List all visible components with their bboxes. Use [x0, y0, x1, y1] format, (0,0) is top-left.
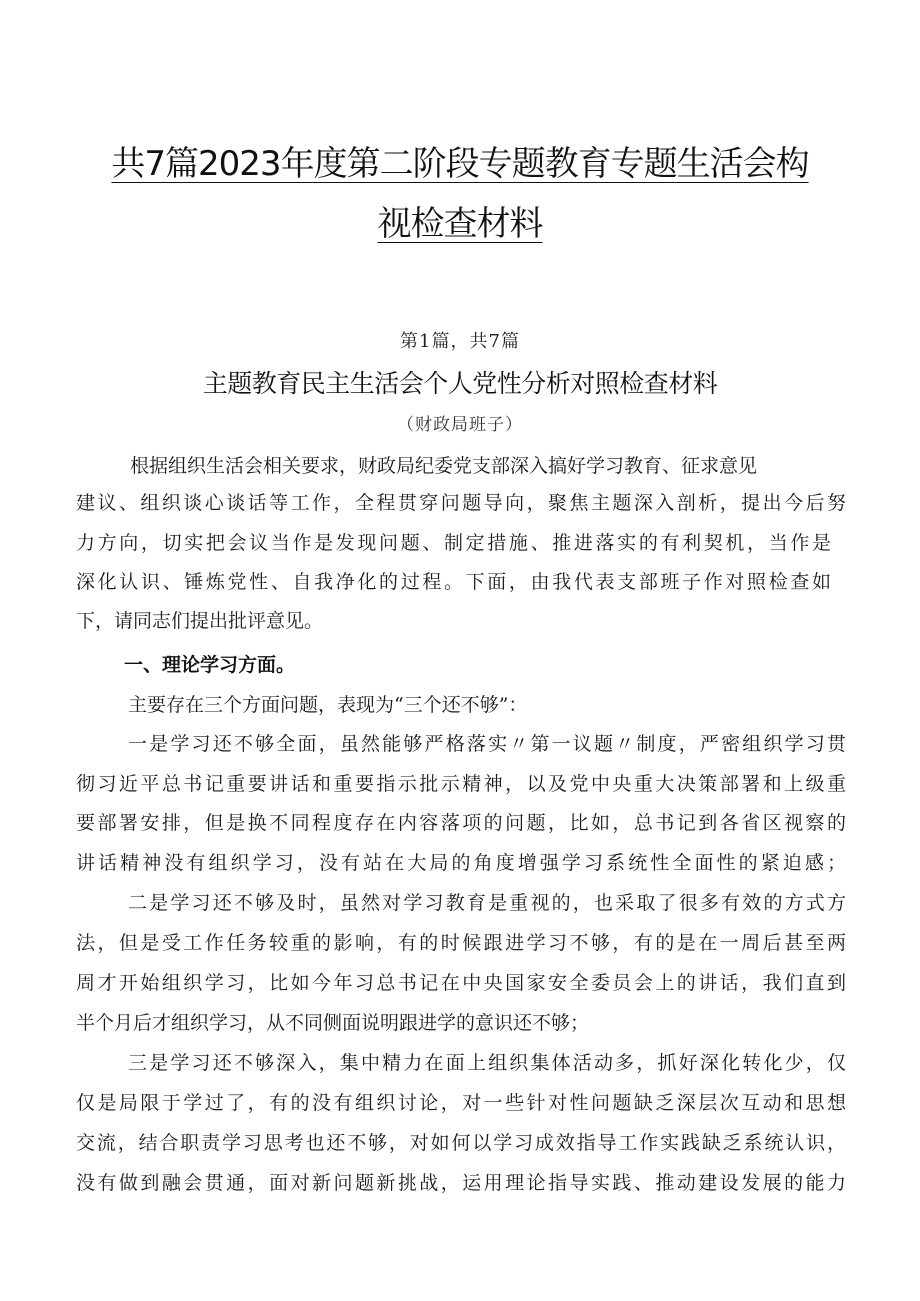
item-3-line: 交流，结合职责学习思考也还不够，对如何以学习成效指导工作实践缺乏系统认识， — [76, 1132, 846, 1154]
item-3-line: 没有做到融会贯通，面对新问题新挑战，运用理论指导实践、推动建设发展的能力 — [76, 1172, 846, 1194]
part-title: 主题教育民主生活会个人党性分析对照检查材料 — [202, 369, 718, 398]
item-1-line: 彻习近平总书记重要讲话和重要指示批示精神，以及党中央重大决策部署和上级重 — [76, 773, 846, 795]
section-heading: 一、理论学习方面。 — [124, 654, 296, 676]
intro-line: 根据组织生活会相关要求，财政局纪委党支部深入搞好学习教育、征求意见 — [130, 455, 758, 477]
part-index: 第1篇，共7篇 — [400, 331, 520, 352]
item-3-line: 仅是局限于学过了，有的没有组织讨论，对一些针对性问题缺乏深层次互动和思想 — [76, 1092, 846, 1114]
item-2-line: 二是学习还不够及时，虽然对学习教育是重视的，也采取了很多有效的方式方 — [128, 892, 846, 914]
document-title-line-2: 视检查材料 — [377, 204, 543, 244]
item-1-line: 讲话精神没有组织学习，没有站在大局的角度增强学习系统性全面性的紧迫感； — [76, 852, 846, 874]
item-1-line: 一是学习还不够全面，虽然能够严格落实〃第一议题〃制度，严密组织学习贯 — [128, 733, 846, 755]
item-2-line: 周才开始组织学习，比如今年习总书记在中央国家安全委员会上的讲话，我们直到 — [76, 972, 846, 994]
intro-line: 深化认识、锤炼党性、自我净化的过程。下面，由我代表支部班子作对照检查如 — [76, 571, 831, 593]
item-3-line: 三是学习还不够深入，集中精力在面上组织集体活动多，抓好深化转化少，仅 — [128, 1052, 846, 1074]
summary-line: 主要存在三个方面问题，表现为“三个还不够”： — [128, 694, 528, 716]
intro-line: 力方向，切实把会议当作是发现问题、制定措施、推进落实的有利契机，当作是 — [76, 532, 831, 554]
intro-line: 建议、组织谈心谈话等工作，全程贯穿问题导向，聚焦主题深入剖析，提出今后努 — [76, 492, 846, 514]
document-title-line-1: 共7篇2023年度第二阶段专题教育专题生活会构 — [111, 144, 809, 184]
item-2-line: 半个月后才组织学习，从不同侧面说明跟进学的意识还不够； — [76, 1012, 590, 1034]
part-note: （财政局班子） — [397, 415, 523, 435]
item-1-line: 要部署安排，但是换不同程度存在内容落项的问题，比如，总书记到各省区视察的 — [76, 812, 846, 834]
item-2-line: 法，但是受工作任务较重的影响，有的时候跟进学习不够，有的是在一周后甚至两 — [76, 932, 846, 954]
intro-line: 下，请同志们提出批评意见。 — [76, 610, 324, 632]
